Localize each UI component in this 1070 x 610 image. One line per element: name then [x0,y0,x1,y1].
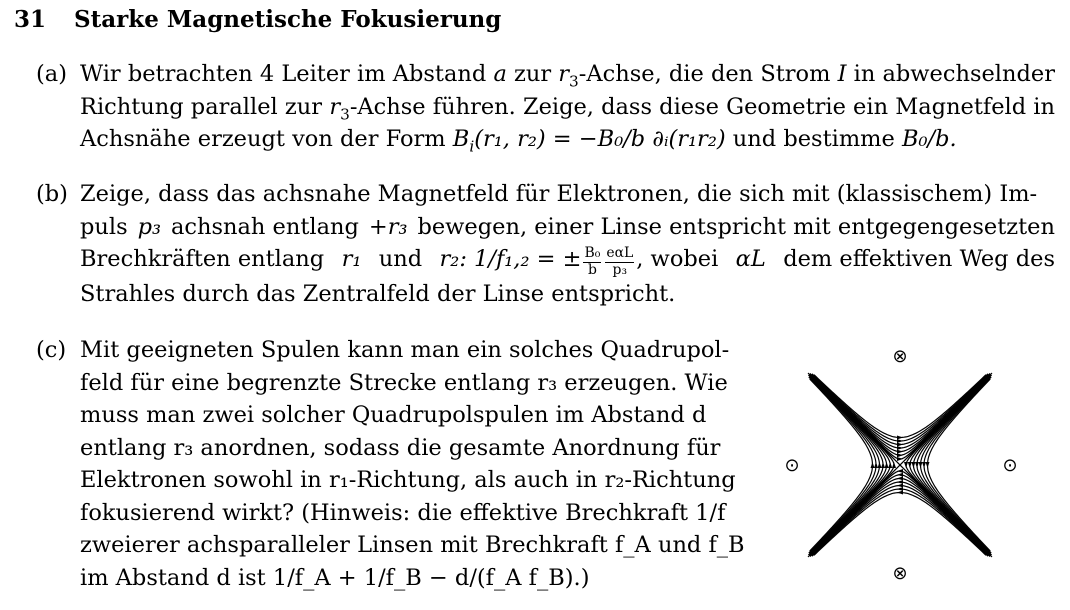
part-c-line-6: fokusierend wirkt? (Hinweis: die effektive Brechkraft 1/f [80,499,726,526]
field-line [810,374,990,452]
field-line [910,375,991,555]
field-line [810,375,990,459]
field-line [809,375,887,555]
left-conductor-symbol: ⊙ [784,455,800,476]
field-arrow [878,462,882,468]
part-b-line-4: Strahles durch das Zentralfeld der Linse entspricht. [80,281,676,308]
field-arrow [897,490,903,494]
part-a-label: (a) [36,61,67,87]
field-arrow [897,446,903,450]
field-arrow [897,450,903,454]
problem-title [14,6,501,33]
quadrupole-field-figure [780,340,1030,588]
part-a-body [80,58,1055,156]
field-arrow [915,462,919,468]
field-arrow [918,462,922,468]
part-c-line-4: entlang r₃ anordnen, sodass die gesamte Anordnung für [80,434,721,461]
problem-number: 31 [14,6,47,33]
field-line [810,375,990,456]
field-arrow [897,457,903,461]
field-arrow [881,462,885,468]
part-b-line-2: puls p₃ achsnah entlang +r₃ bewegen, einer Linse entspricht mit entgegengesetzten [80,213,1055,240]
field-arrow [897,480,903,484]
field-arrow [871,462,875,468]
field-arrow [888,462,892,468]
part-c-label: (c) [36,337,67,363]
part-c-line-7: zweierer achsparalleler Linsen mit Brechkraft f_A und f_B [80,532,745,558]
field-line [810,375,894,555]
part-b-label: (b) [36,181,68,207]
field-line [906,375,990,555]
field-arrow [897,483,903,487]
part-c-line-5: Elektronen sowohl in r₁-Richtung, als auch in r₂-Richtung [80,467,736,493]
part-c-line-2: feld für eine begrenzte Strecke entlang r₃ erzeugen. Wie [80,369,728,396]
fraction-ealphal-p3: $\frac{\text{eαL}}{\text{p₃}}$ [606,245,634,278]
part-b-body [80,178,1055,311]
field-arrow [897,436,903,440]
field-line [810,475,990,556]
right-conductor-symbol: ⊙ [1002,455,1018,476]
field-arrow [892,462,896,468]
part-a-line-3: Achsnähe erzeugt von der Form $B_i(r_1$, r₂) = −B₀/b ∂ᵢ(r₁r₂) und bestimme B₀/b. [80,126,957,156]
bottom-conductor-symbol: ⊗ [892,563,908,584]
field-arrow [897,476,903,480]
field-arrow [904,462,908,468]
field-line [913,375,991,555]
part-b-line-1: Zeige, dass das achsnahe Magnetfeld für Elektronen, die sich mit (klassischem) Im- [80,181,1038,207]
field-arrow [885,462,889,468]
fraction-b0-b: $\frac{\text{B₀}}{b}$ [584,245,601,278]
field-arrow [897,469,903,473]
field-arrow [897,473,903,477]
field-line [810,375,891,555]
field-arrow [897,443,903,447]
field-arrow [908,462,912,468]
field-arrow [922,462,926,468]
field-arrow [874,462,878,468]
top-conductor-symbol: ⊗ [892,346,908,367]
part-c-line-1: Mit geeigneten Spulen kann man ein solches Quadrupol- [80,337,730,363]
field-arrow [897,439,903,443]
field-line [810,471,990,555]
part-b-line-3: Brechkräften entlang r₁ und r₂: 1/f₁,₂ = ± $\frac{\text{B₀}}{b}$ $\frac{\text{eαL}}{\text{p₃}}$ , wobei αL dem effektiven Weg des [80,245,1055,278]
part-c-line-3: muss man zwei solcher Quadrupolspulen im Abstand d [80,402,707,428]
field-line [810,478,990,556]
field-arrow [897,487,903,491]
field-arrow [911,462,915,468]
part-c-body [80,334,745,594]
part-a-line-2: Richtung parallel zur $r_3$-Achse führen. Zeige, dass diese Geometrie ein Magnetfeld in [80,93,1055,123]
problem-title-text: Starke Magnetische Fokusierung [74,6,502,33]
field-arrow [897,453,903,457]
field-arrow [925,462,929,468]
part-a-line-1: Wir betrachten 4 Leiter im Abstand a zur $r_3$-Achse, die den Strom I in abwechselnder [80,61,1055,91]
part-c-line-8: im Abstand d ist 1/f_A + 1/f_B − d/(f_A f_B).) [80,564,590,591]
